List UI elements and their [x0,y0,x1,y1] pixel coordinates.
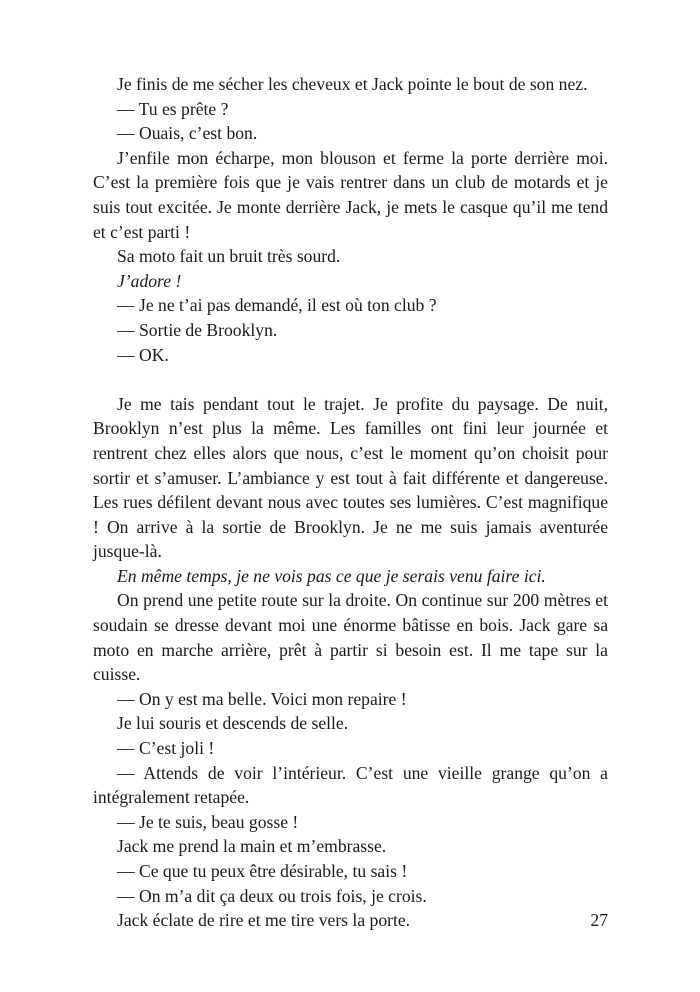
paragraph: J’enfile mon écharpe, mon blouson et ferme la porte derrière moi. C’est la première fois que je vais rentrer dans un club de motards et je suis tout excitée. Je monte derrière Jack, je mets le casque qu’il me tend et c’est parti ! [93,147,608,242]
paragraph: Je lui souris et descends de selle. [117,713,349,734]
page-number: 27 [590,910,608,930]
dialogue-line: — Je ne t’ai pas demandé, il est où ton club ? [117,295,437,316]
paragraph: Sa moto fait un bruit très sourd. [117,246,341,267]
dialogue-line: — Attends de voir l’intérieur. C’est une vieille grange qu’on a intégralement retapée. [93,762,608,808]
paragraph: Je finis de me sécher les cheveux et Jack pointe le bout de son nez. [117,74,588,94]
dialogue-line: — OK. [117,344,169,365]
dialogue-line: — Je te suis, beau gosse ! [117,811,299,832]
paragraph: On prend une petite route sur la droite. On continue sur 200 mètres et soudain se dresse devant moi une énorme bâtisse en bois. Jack gare sa moto en marche arrière, prêt à partir si besoin est. Il me tape sur la cuisse. [93,590,608,685]
dialogue-line: — Ouais, c’est bon. [117,123,258,144]
page-body [93,72,608,933]
section-break [93,367,608,392]
dialogue-line: — Ce que tu peux être désirable, tu sais ! [117,861,408,881]
dialogue-line: — C’est joli ! [117,738,215,759]
paragraph: Je me tais pendant tout le trajet. Je profite du paysage. De nuit, Brooklyn n’est plus la même. Les familles ont fini leur journée et rentrent chez elles alors que nous, c’est le moment qu’on choisit pour sortir et s’amuser. L’ambiance y est tout à fait différente et dangereuse. Les rues défilent devant nous avec toutes ses lumières. C’est magnifique ! On arrive à la sortie de Brooklyn. Je ne me suis jamais aventurée jusque-là. [93,393,608,562]
paragraph: Jack éclate de rire et me tire vers la porte. [117,910,411,931]
dialogue-line: — On m’a dit ça deux ou trois fois, je crois. [117,885,427,906]
dialogue-line: — Tu es prête ? [117,98,229,119]
dialogue-line: — Sortie de Brooklyn. [117,319,278,340]
inner-thought: J’adore ! [117,270,182,291]
paragraph: Jack me prend la main et m’embrasse. [117,836,387,857]
inner-thought: En même temps, je ne vois pas ce que je serais venu faire ici. [117,565,546,586]
dialogue-line: — On y est ma belle. Voici mon repaire ! [117,688,407,709]
